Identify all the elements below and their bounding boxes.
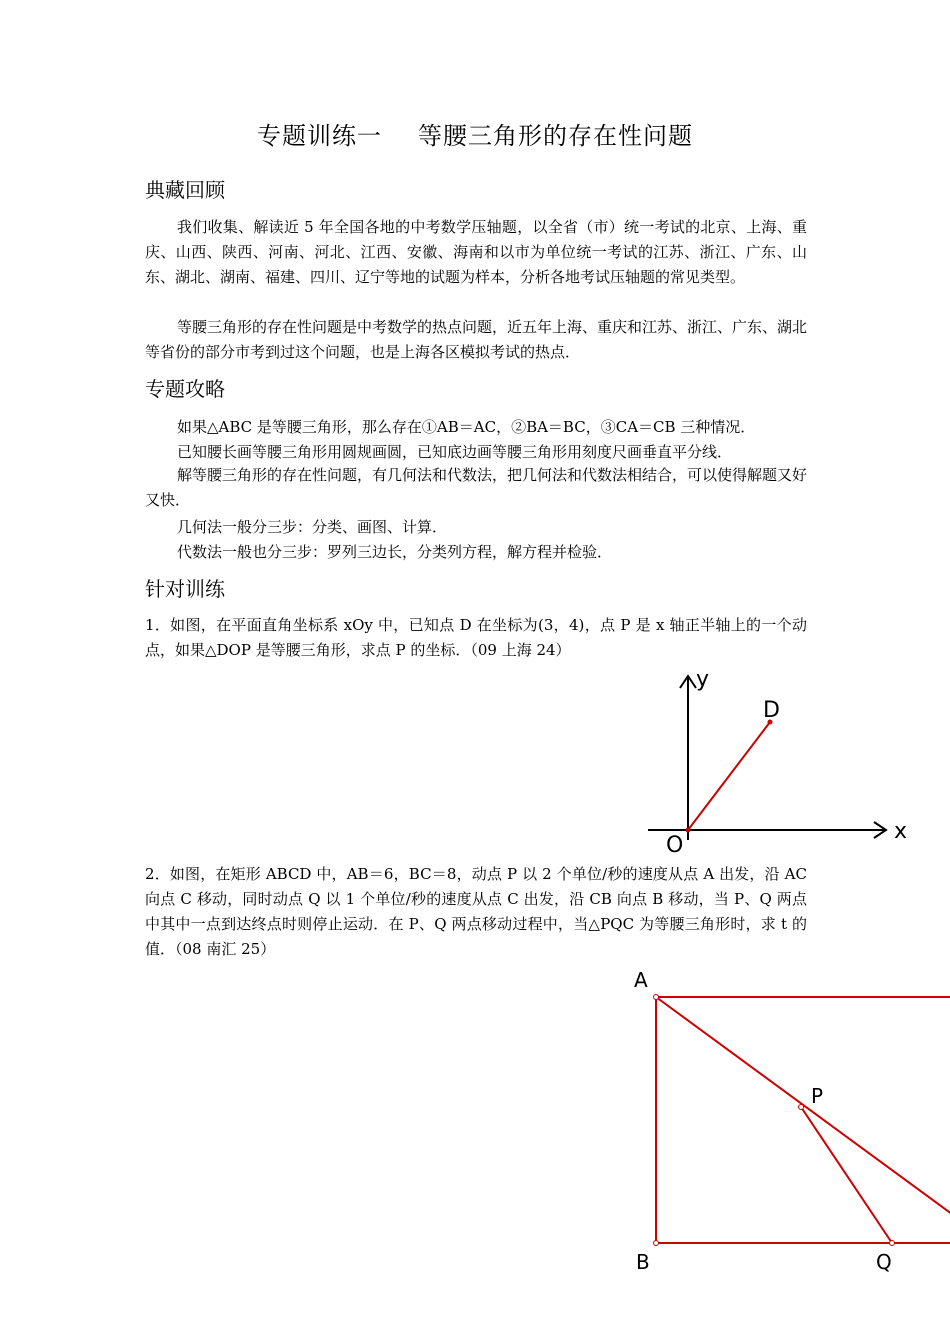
segment-pq [801, 1107, 892, 1243]
section-heading-strategy: 专题攻略 [145, 377, 225, 401]
label-a: A [634, 968, 648, 992]
problem-1: 1．如图，在平面直角坐标系 xOy 中，已知点 D 在坐标为(3，4)，点 P 是 x 轴正半轴上的一个动点，如果△DOP 是等腰三角形，求点 P 的坐标．（09 上海 24） [145, 616, 807, 659]
point-p [799, 1105, 804, 1110]
point-q [890, 1241, 895, 1246]
strategy-line-1: 如果△ABC 是等腰三角形，那么存在①AB＝AC，②BA＝BC，③CA＝CB 三种情况． [177, 418, 756, 436]
problem-2: 2．如图，在矩形 ABCD 中，AB＝6，BC＝8，动点 P 以 2 个单位/秒的速度从点 A 出发，沿 AC 向点 C 移动，同时动点 Q 以 1 个单位/秒的速度从点 C 出发，沿 CB 向点 B 移动，当 P、Q 两点中其中一点到达终点时则停止运动．在 P、Q 两点移动过程中，当△PQC 为等腰三角形时，求 t 的值．（08 南汇 25） [145, 865, 807, 958]
review-paragraph-1: 我们收集、解读近 5 年全国各地的中考数学压轴题，以全省（市）统一考试的北京、上海、重庆、山西、陕西、河南、河北、江西、安徽、海南和以市为单位统一考试的江苏、浙江、广东、山东、湖北、湖南、福建、四川、辽宁等地的试题为样本，分析各地考试压轴题的常见类型。 [145, 218, 807, 286]
segment-od [688, 722, 770, 830]
figure-coordinate-plane [630, 660, 930, 860]
label-q: Q [876, 1250, 892, 1274]
label-p: P [811, 1084, 824, 1108]
section-heading-review: 典藏回顾 [145, 178, 225, 202]
strategy-line-2: 已知腰长画等腰三角形用圆规画圆，已知底边画等腰三角形用刻度尺画垂直平分线． [177, 443, 733, 461]
point-o [686, 828, 691, 833]
label-o: O [666, 833, 684, 858]
review-paragraph-2: 等腰三角形的存在性问题是中考数学的热点问题，近五年上海、重庆和江苏、浙江、广东、湖北等省份的部分市考到过这个问题，也是上海各区模拟考试的热点． [145, 318, 808, 361]
page-title [0, 116, 950, 151]
label-x: x [894, 819, 908, 844]
label-y: y [696, 667, 710, 692]
title-part1: 专题训练一 [257, 122, 382, 150]
strategy-line-4: 几何法一般分三步：分类、画图、计算． [177, 518, 448, 536]
title-part2: 等腰三角形的存在性问题 [418, 122, 693, 150]
section-heading-training: 针对训练 [145, 577, 225, 601]
point-b [654, 1241, 659, 1246]
point-a [654, 995, 659, 1000]
strategy-line-5: 代数法一般也分三步：罗列三边长，分类列方程，解方程并检验． [177, 543, 613, 561]
figure-rectangle [620, 960, 950, 1280]
label-d: D [763, 698, 780, 723]
label-b: B [636, 1250, 650, 1274]
rectangle-abcd [656, 997, 950, 1243]
strategy-line-3: 解等腰三角形的存在性问题，有几何法和代数法，把几何法和代数法相结合，可以使得解题又好又快． [145, 466, 808, 509]
